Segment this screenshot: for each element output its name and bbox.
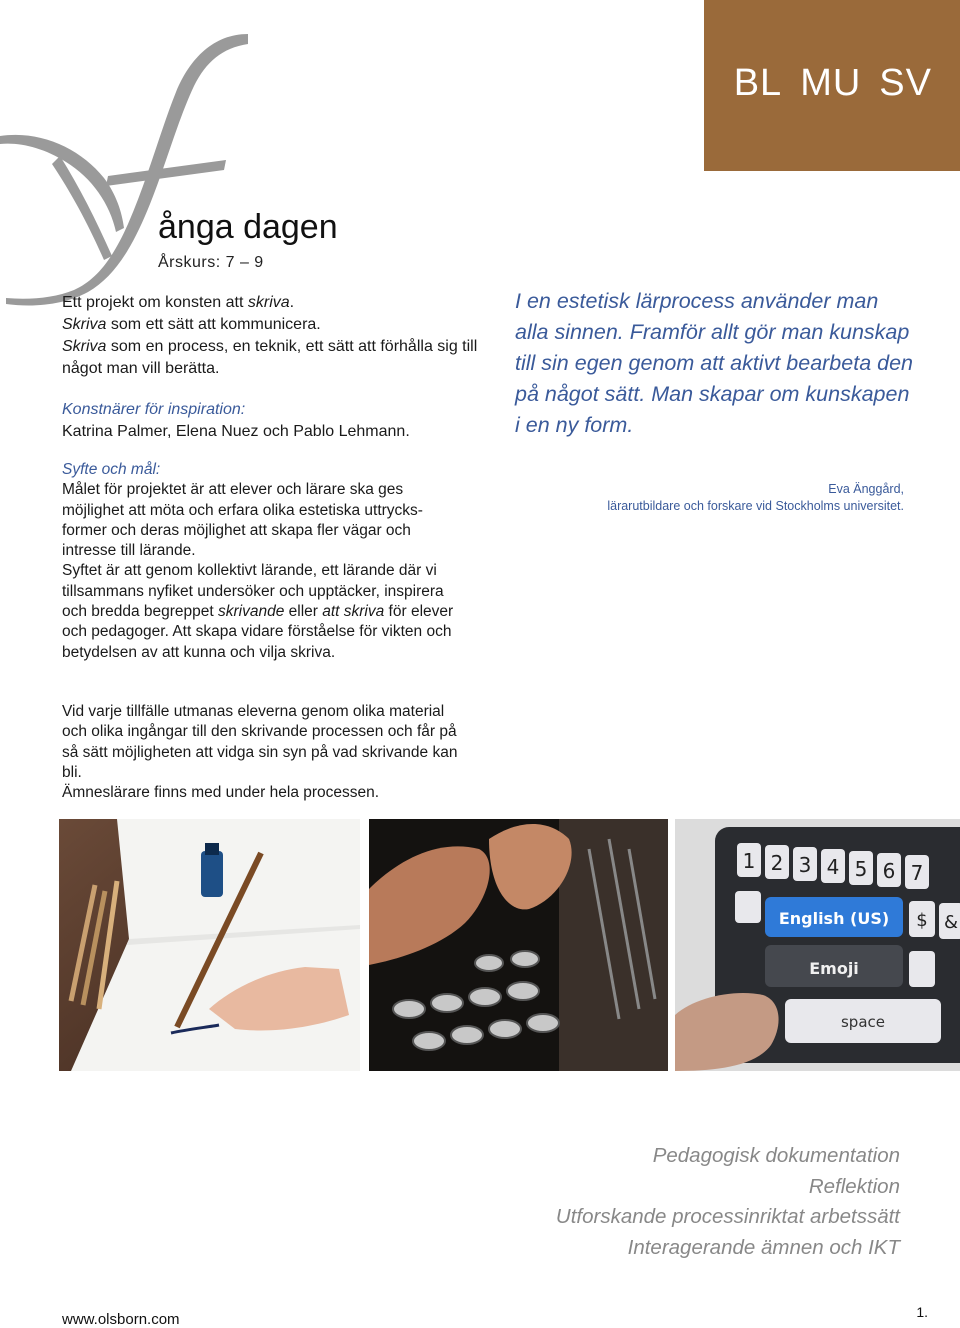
keyword-item: Reflektion	[808, 1174, 900, 1198]
key-ampersand: &	[943, 912, 959, 933]
key-space: space	[840, 1013, 886, 1031]
key-2: 2	[770, 851, 784, 875]
challenge-paragraph-2: Ämneslärare finns med under hela processen.	[62, 784, 380, 802]
inspiration-label: Konstnärer för inspiration:	[62, 401, 246, 418]
subject-code-sv: SV	[879, 62, 932, 104]
purpose-label: Syfte och mål:	[62, 461, 161, 478]
inspiration-section	[62, 399, 482, 443]
purpose-paragraph-2	[62, 561, 462, 662]
keyword-item: Pedagogisk dokumentation	[652, 1144, 900, 1167]
key-dollar: $	[916, 910, 928, 931]
page-number: 1.	[916, 1304, 928, 1320]
purpose-p2-em2: att skriva	[322, 603, 385, 621]
key-5: 5	[854, 857, 868, 881]
inspiration-artists: Katrina Palmer, Elena Nuez och Pablo Lehmann.	[62, 423, 410, 440]
challenge-paragraph-1: Vid varje tillfälle utmanas eleverna genom olika material och olika ingångar till den skrivande processen och får på så sätt möjligheten att vidga sin syn på vad skrivande kan bli.	[62, 703, 458, 781]
purpose-p2-em1: skrivande	[217, 603, 285, 621]
challenge-section	[62, 702, 472, 803]
intro-line3-suffix: som en process, en teknik, ett sätt att förhålla sig till något man vill berätta.	[62, 338, 478, 377]
grade-level: Årskurs: 7 – 9	[158, 254, 264, 271]
key-7: 7	[910, 861, 924, 885]
key-6: 6	[882, 859, 896, 883]
purpose-section	[62, 460, 462, 663]
key-4: 4	[826, 855, 840, 879]
quote-author: Eva Änggård,	[828, 482, 904, 496]
keyword-list	[556, 1141, 900, 1263]
photo-pen-writing	[59, 819, 360, 1071]
intro-line1-prefix: Ett projekt om konsten att	[62, 294, 248, 311]
intro-line2-suffix: som ett sätt att kommunicera.	[106, 316, 321, 333]
intro-line2	[62, 314, 482, 336]
page-title: ånga dagen	[158, 208, 338, 246]
pull-quote: I en estetisk lärprocess använder man alla sinnen. Framför allt gör man kunskap till sin egen genom att aktivt bearbeta den på något sätt. Man skapar om kunskapen i en ny form.	[515, 289, 914, 437]
key-language: English (US)	[778, 909, 890, 928]
purpose-paragraph-1: Målet för projektet är att elever och lärare ska ges möjlighet att möta och erfara olika estetiska uttrycksformer och deras möjlighet att skapa fler vägar och intresse till lärande.	[62, 481, 423, 560]
intro-line1-suffix: .	[289, 294, 295, 311]
intro-line3-em: Skriva	[62, 338, 107, 355]
purpose-p2-part-c: för elever och pedagoger. Att skapa vidare förståelse för vikten och betydelsen av att kunna och vilja skriva.	[62, 603, 454, 661]
intro-text	[62, 292, 482, 380]
key-3: 3	[798, 853, 812, 877]
subject-codes	[716, 62, 932, 105]
photo-typewriter	[369, 819, 668, 1071]
footer-website-link[interactable]: www.olsborn.com	[62, 1311, 180, 1328]
photo-touch-keyboard	[675, 819, 960, 1071]
quote-attribution	[560, 481, 904, 515]
intro-line3	[62, 336, 482, 380]
purpose-p2-part-a: Syftet är att genom kollektivt lärande, ett lärande där vi tillsammans nyfiket undersöker och upptäcker, inspirera och bredda begreppet	[62, 562, 444, 621]
purpose-p2-part-b: eller	[284, 603, 323, 621]
keyword-item: Interagerande ämnen och IKT	[627, 1235, 900, 1259]
intro-line1-em: skriva	[247, 294, 290, 311]
subject-code-mu: MU	[800, 62, 862, 104]
intro-line2-em: Skriva	[62, 316, 107, 333]
key-emoji: Emoji	[809, 959, 859, 978]
key-1: 1	[742, 849, 756, 873]
keyword-item: Utforskande processinriktat arbetssätt	[555, 1205, 900, 1228]
subject-code-bl: BL	[733, 62, 783, 104]
quote-author-role: lärarutbildare och forskare vid Stockholms universitet.	[607, 499, 904, 513]
subject-banner	[704, 0, 960, 171]
